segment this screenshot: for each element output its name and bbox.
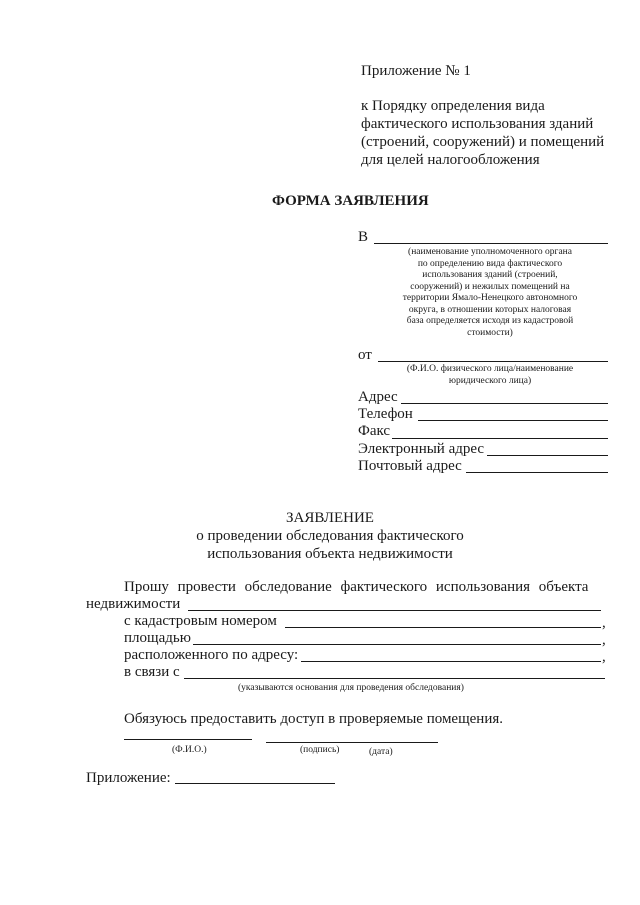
from-note-line: юридического лица) (448, 375, 532, 386)
property-label: недвижимости (86, 596, 181, 612)
obligation-text: Обязуюсь предоставить доступ в проверяемые помещения. (124, 711, 504, 727)
email-label: Электронный адрес (358, 441, 485, 457)
to-note-line: по определению вида фактического (417, 258, 563, 269)
postal-label: Почтовый адрес (358, 458, 462, 474)
fio-note: (Ф.И.О.) (172, 745, 207, 755)
from-field[interactable] (378, 361, 608, 362)
email-field[interactable] (487, 455, 608, 456)
cadastral-comma: , (602, 615, 606, 631)
sign-note: (подпись) (300, 745, 340, 755)
appendix-line-3: (строений, сооружений) и помещений (361, 134, 605, 150)
from-note (372, 364, 608, 387)
signature-date-field[interactable] (266, 742, 438, 743)
address-label: Адрес (358, 389, 398, 405)
to-field[interactable] (374, 243, 608, 244)
area-comma: , (602, 632, 606, 648)
phone-label: Телефон (358, 406, 413, 422)
to-note-line: округа, в отношении которых налоговая (408, 304, 572, 315)
to-note-line: сооружений) и нежилых помещений на (410, 281, 570, 292)
area-label: площадью (124, 630, 191, 646)
to-label: В (358, 229, 369, 245)
reason-field[interactable] (184, 678, 605, 679)
fio-field[interactable] (124, 739, 252, 740)
to-note-line: территории Ямало-Ненецкого автономного (402, 293, 578, 303)
date-note: (дата) (369, 747, 393, 757)
property-field[interactable] (188, 610, 601, 611)
to-note-line: стоимости) (467, 327, 513, 338)
postal-field[interactable] (466, 472, 608, 473)
fax-field[interactable] (392, 438, 608, 439)
location-comma: , (602, 649, 606, 665)
request-text: Прошу провести обследование фактического использования объекта (124, 579, 589, 595)
statement-subtitle-1: о проведении обследования фактического (196, 528, 464, 544)
appendix-line-1: к Порядку определения вида (361, 98, 545, 114)
cadastral-label: с кадастровым номером (124, 613, 277, 629)
attachment-label: Приложение: (86, 770, 171, 786)
fax-label: Факс (358, 423, 391, 439)
location-field[interactable] (301, 661, 601, 662)
from-label: от (358, 347, 372, 363)
attachment-field[interactable] (175, 783, 335, 784)
to-note-line: использования зданий (строений, (422, 270, 558, 280)
to-note-line: база определяется исходя из кадастровой (406, 316, 574, 326)
address-field[interactable] (401, 403, 608, 404)
from-note-line: (Ф.И.О. физического лица/наименование (406, 364, 574, 374)
phone-field[interactable] (418, 420, 608, 421)
reason-note: (указываются основания для проведения обследования) (238, 683, 464, 693)
reason-label: в связи с (124, 664, 180, 680)
to-note-line: (наименование уполномоченного органа (408, 247, 572, 257)
to-note (372, 247, 608, 339)
appendix-title: Приложение № 1 (361, 63, 471, 79)
statement-subtitle-2: использования объекта недвижимости (207, 546, 453, 562)
location-label: расположенного по адресу: (124, 647, 299, 663)
statement-title: ЗАЯВЛЕНИЕ (286, 510, 374, 526)
appendix-line-4: для целей налогообложения (361, 152, 540, 168)
appendix-line-2: фактического использования зданий (361, 116, 594, 132)
form-title: ФОРМА ЗАЯВЛЕНИЯ (272, 193, 429, 209)
area-field[interactable] (193, 644, 601, 645)
cadastral-field[interactable] (285, 627, 601, 628)
